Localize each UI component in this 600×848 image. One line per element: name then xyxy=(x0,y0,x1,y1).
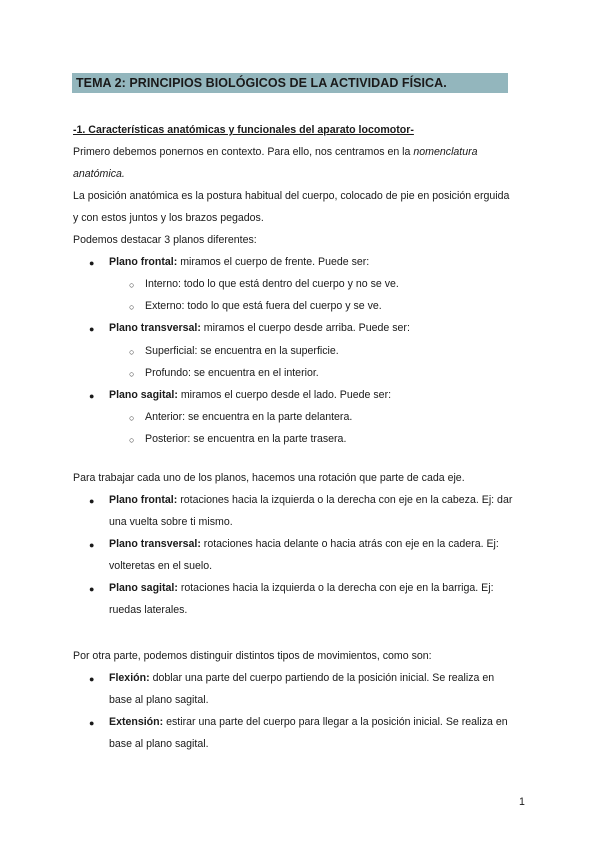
page-title: TEMA 2: PRINCIPIOS BIOLÓGICOS DE LA ACTIVIDAD FÍSICA. xyxy=(76,76,447,90)
sub-item-anterior: Anterior: se encuentra en la parte delantera. xyxy=(145,411,353,423)
sub-item-externo: Externo: todo lo que está fuera del cuerpo y se ve. xyxy=(145,300,382,312)
list-item-plano-frontal: Plano frontal: miramos el cuerpo de frente. Puede ser: xyxy=(109,256,370,268)
rotation-item-frontal-cont: una vuelta sobre ti mismo. xyxy=(109,516,233,528)
anatomic-position-line-2: y con estos juntos y los brazos pegados. xyxy=(73,212,264,224)
sub-item-profundo: Profundo: se encuentra en el interior. xyxy=(145,367,319,379)
bullet: ● xyxy=(89,258,95,268)
sub-bullet: ○ xyxy=(129,435,135,445)
list-item-plano-transversal: Plano transversal: miramos el cuerpo desde arriba. Puede ser: xyxy=(109,322,410,334)
bullet: ● xyxy=(89,540,95,550)
intro-line-1: Primero debemos ponernos en contexto. Para ello, nos centramos en la nomenclatura xyxy=(73,146,478,158)
bullet: ● xyxy=(89,496,95,506)
sub-item-interno: Interno: todo lo que está dentro del cuerpo y no se ve. xyxy=(145,278,399,290)
bullet: ● xyxy=(89,674,95,684)
bullet: ● xyxy=(89,391,95,401)
rotations-intro: Para trabajar cada uno de los planos, hacemos una rotación que parte de cada eje. xyxy=(73,472,465,484)
sub-item-posterior: Posterior: se encuentra en la parte trasera. xyxy=(145,433,347,445)
bullet: ● xyxy=(89,324,95,334)
movement-item-flexion-cont: base al plano sagital. xyxy=(109,694,209,706)
movement-item-flexion: Flexión: doblar una parte del cuerpo partiendo de la posición inicial. Se realiza en xyxy=(109,672,495,684)
rotation-item-transversal: Plano transversal: rotaciones hacia delante o hacia atrás con eje en la cadera. Ej: xyxy=(109,538,499,550)
bullet: ● xyxy=(89,584,95,594)
bullet: ● xyxy=(89,718,95,728)
list-item-plano-sagital: Plano sagital: miramos el cuerpo desde el lado. Puede ser: xyxy=(109,389,392,401)
rotation-item-transversal-cont: volteretas en el suelo. xyxy=(109,560,213,572)
section-heading: -1. Características anatómicas y funcionales del aparato locomotor- xyxy=(73,124,414,136)
planes-intro: Podemos destacar 3 planos diferentes: xyxy=(73,234,257,246)
sub-bullet: ○ xyxy=(129,369,135,379)
page-number: 1 xyxy=(519,796,525,808)
sub-item-superficial: Superficial: se encuentra en la superficie. xyxy=(145,345,339,357)
sub-bullet: ○ xyxy=(129,347,135,357)
rotation-item-frontal: Plano frontal: rotaciones hacia la izquierda o la derecha con eje en la cabeza. Ej: dar xyxy=(109,494,513,506)
sub-bullet: ○ xyxy=(129,302,135,312)
movement-item-extension: Extensión: estirar una parte del cuerpo para llegar a la posición inicial. Se realiza en xyxy=(109,716,508,728)
rotation-item-sagital-cont: ruedas laterales. xyxy=(109,604,188,616)
movements-intro: Por otra parte, podemos distinguir distintos tipos de movimientos, como son: xyxy=(73,650,432,662)
sub-bullet: ○ xyxy=(129,413,135,423)
anatomic-position-line-1: La posición anatómica es la postura habitual del cuerpo, colocado de pie en posición erguida xyxy=(73,190,510,202)
intro-line-2: anatómica. xyxy=(73,168,125,180)
movement-item-extension-cont: base al plano sagital. xyxy=(109,738,209,750)
sub-bullet: ○ xyxy=(129,280,135,290)
rotation-item-sagital: Plano sagital: rotaciones hacia la izquierda o la derecha con eje en la barriga. Ej: xyxy=(109,582,494,594)
